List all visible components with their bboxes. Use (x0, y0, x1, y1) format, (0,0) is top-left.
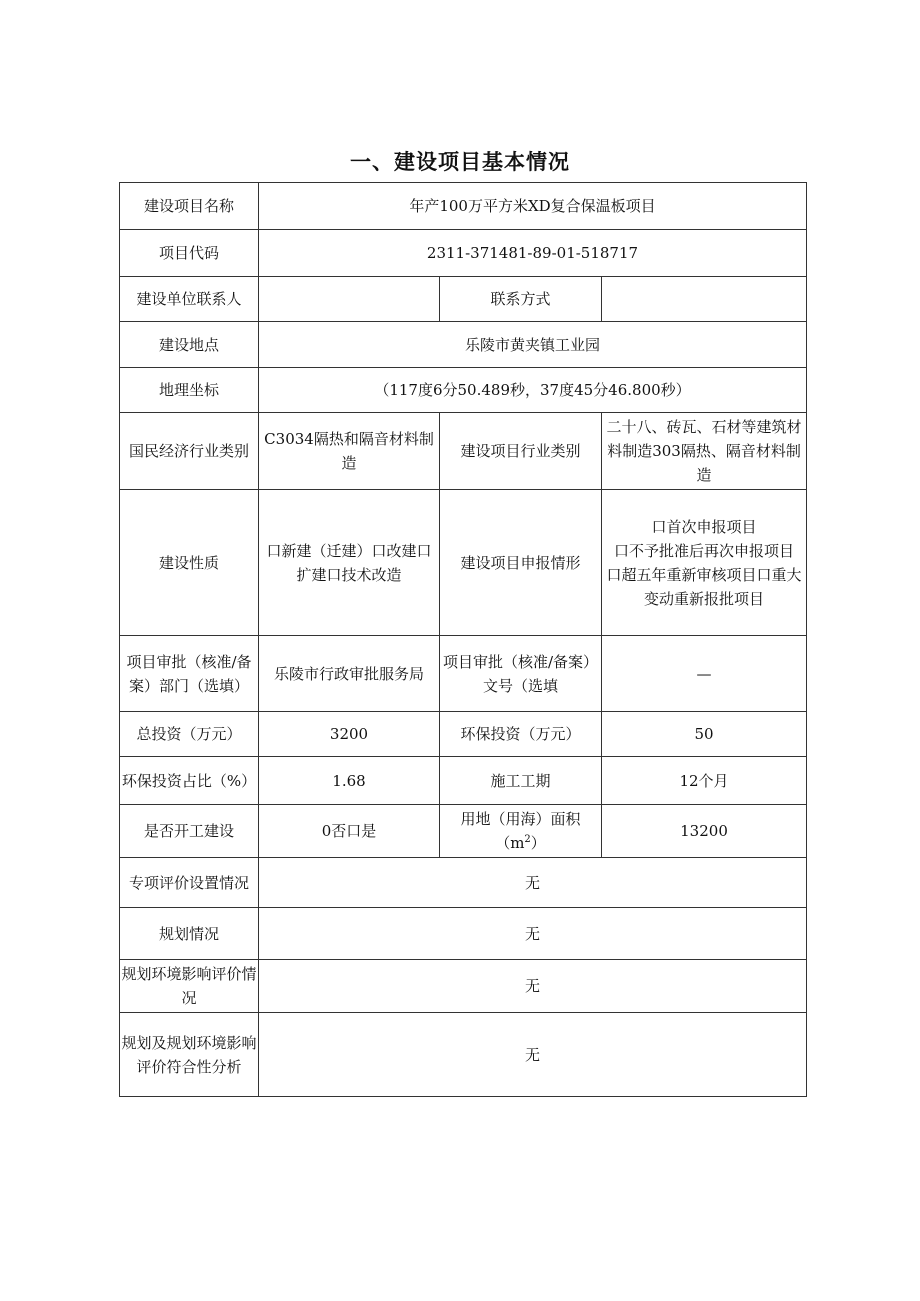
value-nature: 口新建（迁建）口改建口扩建口技术改造 (259, 490, 440, 636)
label-total-investment: 总投资（万元） (120, 712, 259, 757)
value-declaration-options (602, 490, 807, 636)
project-info-table (119, 182, 807, 1097)
value-special-eval: 无 (259, 858, 807, 908)
value-contact-method (602, 277, 807, 322)
land-area-label-text: 用地（用海）面积（m (460, 810, 581, 852)
value-location: 乐陵市黄夹镇工业园 (259, 322, 807, 368)
label-location: 建设地点 (120, 322, 259, 368)
label-project-name: 建设项目名称 (120, 183, 259, 230)
table-row (120, 1013, 807, 1097)
value-project-name: 年产100万平方米XD复合保温板项目 (259, 183, 807, 230)
declaration-option: 口不予批准后再次申报项目 (614, 541, 795, 560)
label-approval-dept: 项目审批（核准/备案）部门（选填） (120, 636, 259, 712)
value-approval-dept: 乐陵市行政审批服务局 (259, 636, 440, 712)
label-construction-period: 施工工期 (440, 757, 602, 805)
label-nature: 建设性质 (120, 490, 259, 636)
value-contact (259, 277, 440, 322)
table-row (120, 490, 807, 636)
label-declaration: 建设项目申报情形 (440, 490, 602, 636)
declaration-option: 口首次申报项目 (651, 517, 757, 536)
value-planning: 无 (259, 908, 807, 960)
table-row (120, 230, 807, 277)
declaration-option: 口超五年重新审核项目口重大变动重新报批项目 (606, 565, 802, 608)
label-approval-no: 项目审批（核准/备案）文号（选填 (440, 636, 602, 712)
table-row (120, 277, 807, 322)
table-row (120, 805, 807, 858)
value-total-investment: 3200 (259, 712, 440, 757)
value-project-code: 2311-371481-89-01-518717 (259, 230, 807, 277)
value-land-area: 13200 (602, 805, 807, 858)
label-contact: 建设单位联系人 (120, 277, 259, 322)
value-env-ratio: 1.68 (259, 757, 440, 805)
value-construction-period: 12个月 (602, 757, 807, 805)
label-planning-env: 规划环境影响评价情况 (120, 960, 259, 1013)
label-planning: 规划情况 (120, 908, 259, 960)
table-row (120, 368, 807, 413)
land-area-label-sup: 2 (524, 834, 531, 845)
table-row (120, 183, 807, 230)
label-env-ratio: 环保投资占比（%） (120, 757, 259, 805)
table-row (120, 636, 807, 712)
label-land-area (440, 805, 602, 858)
value-coords: （117度6分50.489秒，37度45分46.800秒） (259, 368, 807, 413)
table-row (120, 413, 807, 490)
value-approval-no: — (602, 636, 807, 712)
value-industry: C3034隔热和隔音材料制造 (259, 413, 440, 490)
table-row (120, 712, 807, 757)
label-planning-conformity: 规划及规划环境影响评价符合性分析 (120, 1013, 259, 1097)
page-title: 一、建设项目基本情况 (350, 150, 570, 174)
value-env-investment: 50 (602, 712, 807, 757)
label-env-investment: 环保投资（万元） (440, 712, 602, 757)
table-row (120, 858, 807, 908)
label-contact-method: 联系方式 (440, 277, 602, 322)
table-row (120, 908, 807, 960)
value-started: 0否口是 (259, 805, 440, 858)
value-project-industry: 二十八、砖瓦、石材等建筑材料制造303隔热、隔音材料制造 (602, 413, 807, 490)
label-started: 是否开工建设 (120, 805, 259, 858)
label-project-industry: 建设项目行业类别 (440, 413, 602, 490)
label-special-eval: 专项评价设置情况 (120, 858, 259, 908)
table-row (120, 757, 807, 805)
land-area-label-end: ） (530, 834, 546, 852)
value-planning-env: 无 (259, 960, 807, 1013)
table-row (120, 322, 807, 368)
label-industry: 国民经济行业类别 (120, 413, 259, 490)
value-planning-conformity: 无 (259, 1013, 807, 1097)
label-project-code: 项目代码 (120, 230, 259, 277)
label-coords: 地理坐标 (120, 368, 259, 413)
table-row (120, 960, 807, 1013)
